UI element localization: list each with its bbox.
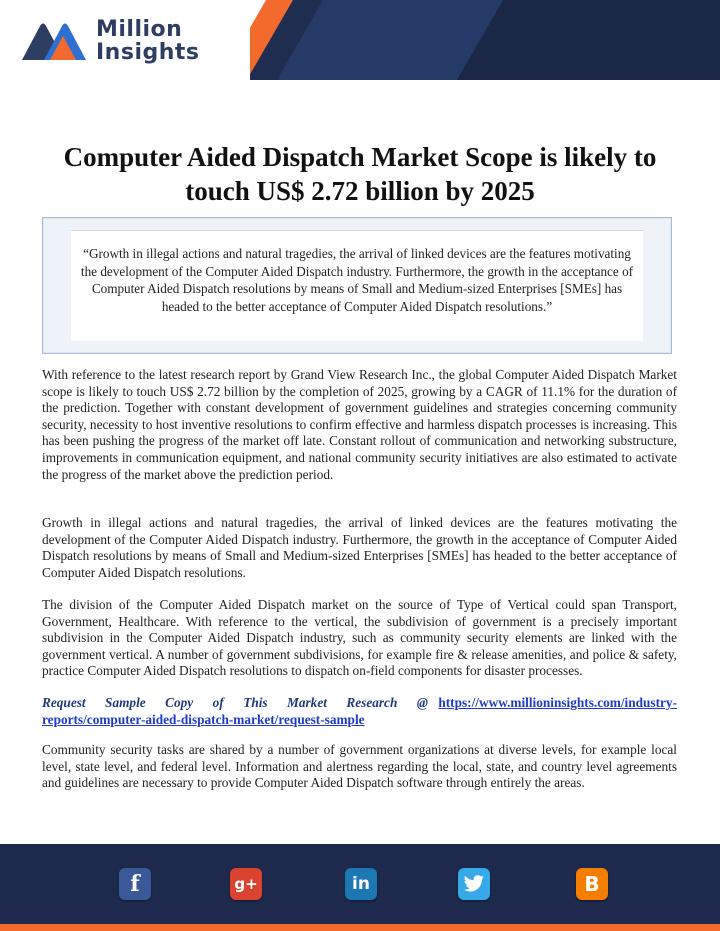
- twitter-icon[interactable]: [458, 868, 490, 900]
- page-header: [0, 0, 720, 80]
- google-plus-icon[interactable]: g+: [230, 868, 262, 900]
- quote-text: “Growth in illegal actions and natural tragedies, the arrival of linked devices are the features motivating the development of the Computer Aided Dispatch industry. Furthermore, the growth in the acceptance of Computer Aided Dispatch resolutions by means of Small and Medium-sized Enterprises [SMEs] has headed to the better acceptance of Computer Aided Dispatch resolutions.”: [80, 246, 634, 314]
- footer-orange-line: [0, 924, 720, 931]
- paragraph-2: Growth in illegal actions and natural tragedies, the arrival of linked devices are the features motivating the development of the Computer Aided Dispatch industry. Furthermore, the growth in the acceptance of Computer Aided Dispatch resolutions by means of Small and Medium-sized Enterprises [SMEs] has headed to the better acceptance of Computer Aided Dispatch resolutions.: [42, 515, 677, 580]
- million-insights-logo[interactable]: [20, 14, 200, 66]
- page-title: Computer Aided Dispatch Market Scope is likely to touch US$ 2.72 billion by 2025: [63, 142, 657, 206]
- request-sample-label: Request Sample Copy of This Market Research @: [42, 695, 428, 710]
- quote-inner: [71, 230, 643, 341]
- request-sample-line: [42, 695, 677, 728]
- paragraph-1: With reference to the latest research report by Grand View Research Inc., the global Computer Aided Dispatch Market scope is likely to touch US$ 2.72 billion by the completion of 2025, growing by a CAGR of 11.1% for the duration of the prediction. Together with constant development of government guidelines and strategies concerning community security, necessity to host inventive resolutions to confirm effective and harmless dispatch processes is increasing. This has been pushing the progress of the market off late. Constant rollout of communication and networking substructure, improvements in communication equipment, and national community security initiatives are also estimated to activate the progress of the market above the prediction period.: [42, 367, 677, 482]
- twitter-bird-glyph: [463, 875, 485, 893]
- facebook-icon[interactable]: f: [119, 868, 151, 900]
- linkedin-icon[interactable]: in: [345, 868, 377, 900]
- header-decor-panel: [457, 0, 720, 80]
- paragraph-4: Community security tasks are shared by a number of government organizations at diverse levels, for example local level, state level, and federal level. Information and alertness regarding the local, state, and country level agreements and guidelines are necessary to provide Computer Aided Dispatch software through entirely the areas.: [42, 742, 677, 791]
- blogger-icon[interactable]: B: [576, 868, 608, 900]
- paragraph-3: The division of the Computer Aided Dispatch market on the source of Type of Vertical could span Transport, Government, Healthcare. With reference to the vertical, the subdivision of government is a precisely important subdivision in the Computer Aided Dispatch industry, such as community security elements are linked with the government vertical. A number of government subdivisions, for example fire & release amenities, and police & safety, practice Computer Aided Dispatch resolutions to dispatch on-field components for disaster processes.: [42, 597, 677, 679]
- logo-text-insights: Insights: [96, 40, 200, 65]
- logo-mountain-icon: [20, 14, 90, 64]
- quote-box: [42, 217, 672, 354]
- logo-text-million: Million: [96, 17, 183, 42]
- request-sample-link[interactable]: https://www.millioninsights.com/industry-reports/computer-aided-dispatch-market/request-sample: [42, 695, 678, 727]
- page-footer: [0, 844, 720, 924]
